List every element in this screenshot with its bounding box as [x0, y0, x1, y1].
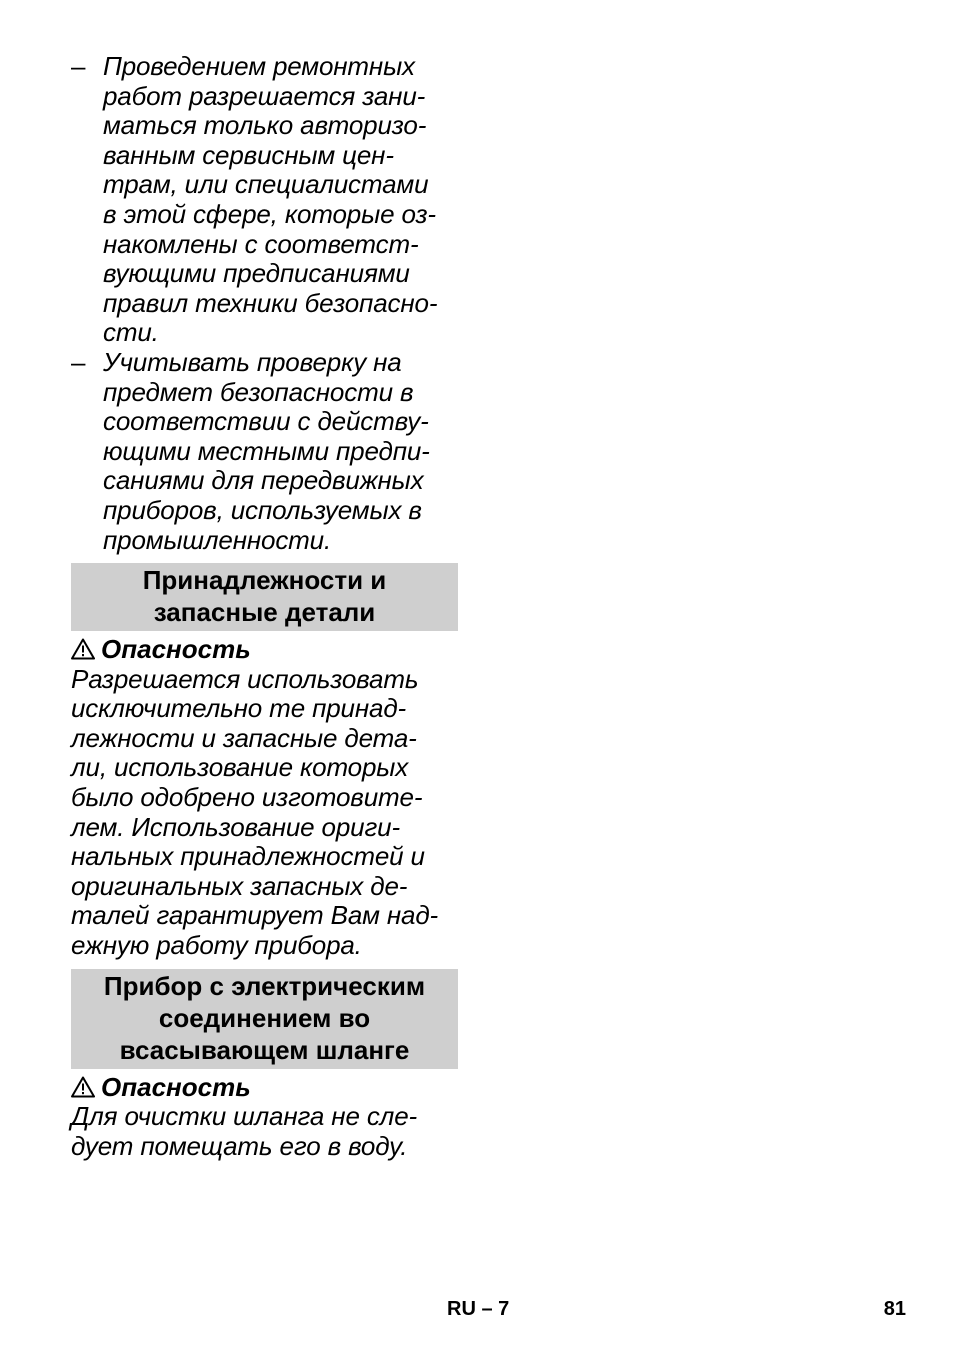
warning-triangle-icon — [71, 1076, 95, 1098]
heading-line: запасные детали — [153, 597, 376, 628]
heading-line: всасывающем шланге — [119, 1034, 410, 1065]
main-column — [71, 52, 458, 1161]
text-line: трам, или специалистами — [103, 169, 429, 200]
text-line: ющими местными предпи- — [103, 435, 430, 466]
section-heading-accessories — [71, 563, 458, 631]
text-line: ли, использование которых — [71, 752, 409, 783]
text-line: оригинальных запасных де- — [71, 870, 408, 901]
text-line: Для очистки шланга не сле- — [71, 1101, 418, 1132]
text-line: нальных принадлежностей и — [71, 841, 425, 872]
text-line: работ разрешается зани- — [103, 80, 426, 111]
text-line: правил техники безопасно- — [103, 287, 438, 318]
bullet-item-safety-check — [71, 348, 458, 555]
text-line: Проведением ремонтных — [103, 51, 415, 81]
text-line: саниями для передвижных — [103, 465, 424, 496]
heading-line: Принадлежности и — [142, 565, 387, 596]
text-line: накомлены с соответст- — [103, 228, 419, 259]
text-line: было одобрено изготовите- — [71, 782, 423, 813]
text-line: предмет безопасности в — [103, 376, 414, 407]
text-line: сти. — [103, 317, 159, 348]
text-line: соответствии с действу- — [103, 406, 429, 437]
footer-page-number: 81 — [883, 1298, 906, 1320]
text-line: ванным сервисным цен- — [103, 139, 394, 170]
heading-line: Прибор с электрическим — [103, 970, 426, 1001]
text-line: лежности и запасные дета- — [71, 722, 417, 753]
heading-line: соединением во — [158, 1002, 371, 1033]
text-line: промышленности. — [103, 524, 332, 555]
bullet-item-repair — [71, 52, 458, 348]
text-line: ежную работу прибора. — [71, 930, 362, 961]
dash-marker: – — [71, 346, 86, 377]
danger-text: Опасность — [101, 634, 251, 665]
footer-section-page: RU – 7 — [447, 1298, 510, 1320]
warning-triangle-icon — [71, 638, 95, 660]
danger-text: Опасность — [101, 1071, 251, 1102]
text-line: лем. Использование ориги- — [71, 811, 400, 842]
dash-marker: – — [71, 51, 86, 81]
text-line: Учитывать проверку на — [103, 346, 402, 377]
text-line: исключительно те принад- — [71, 693, 407, 724]
text-line: дует помещать его в воду. — [71, 1130, 408, 1161]
danger-label — [71, 1073, 458, 1103]
text-line: маться только авторизо- — [103, 110, 427, 141]
text-line: вующими предписаниями — [103, 258, 410, 289]
text-line: талей гарантирует Вам над- — [71, 900, 439, 931]
text-line: в этой сфере, которые оз- — [103, 198, 436, 229]
section-heading-electric-hose — [71, 969, 458, 1069]
text-line: Разрешается использовать — [71, 663, 419, 694]
text-line: приборов, используемых в — [103, 494, 422, 525]
danger-label — [71, 635, 458, 665]
